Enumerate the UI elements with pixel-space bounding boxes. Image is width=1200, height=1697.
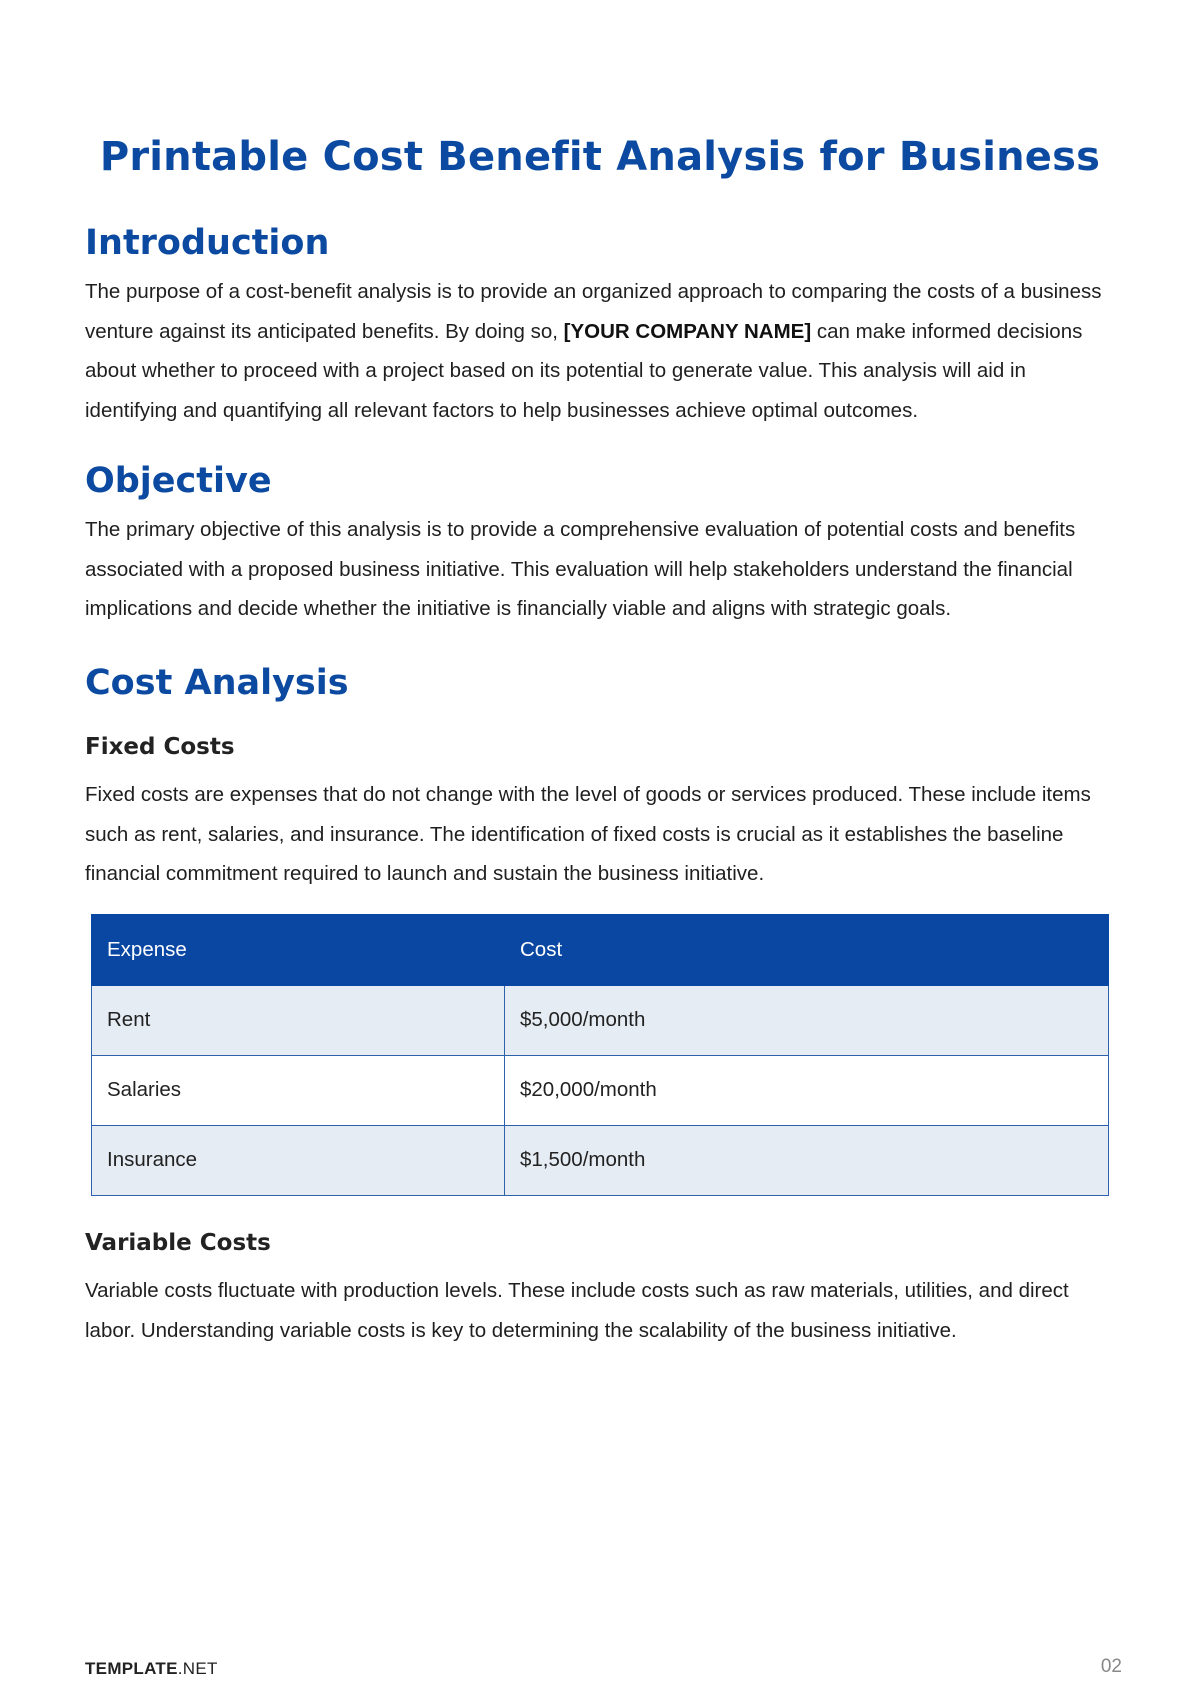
table-row: [92, 1125, 1109, 1195]
objective-heading: Objective: [85, 461, 272, 501]
table-cell-expense: Salaries: [92, 1055, 505, 1125]
fixed-costs-heading: Fixed Costs: [85, 733, 235, 760]
introduction-section: [85, 222, 1115, 430]
introduction-paragraph: [85, 272, 1115, 430]
objective-paragraph: The primary objective of this analysis is to provide a comprehensive evaluation of potential costs and benefits associated with a proposed business initiative. This evaluation will help stakeholders understand the financial implications and decide whether the initiative is financially viable and aligns with strategic goals.: [85, 518, 1076, 620]
table-row: [92, 1055, 1109, 1125]
fixed-costs-table: [91, 914, 1109, 1196]
fixed-costs-table-wrap: [91, 914, 1109, 1196]
cost-analysis-section: [85, 662, 1115, 1351]
table-cell-cost: $1,500/month: [505, 1125, 1109, 1195]
document-content: [85, 222, 1115, 1350]
table-header-expense: Expense: [92, 914, 505, 985]
table-header-row: [92, 914, 1109, 985]
objective-section: [85, 460, 1115, 629]
table-header-cost: Cost: [505, 914, 1109, 985]
page-title: Printable Cost Benefit Analysis for Business: [99, 134, 1101, 180]
variable-costs-paragraph: Variable costs fluctuate with production levels. These include costs such as raw materials, utilities, and direct labor. Understanding variable costs is key to determining the scalability of the business initiative.: [85, 1279, 1069, 1342]
company-name-placeholder: [YOUR COMPANY NAME]: [563, 319, 812, 343]
table-cell-cost: $20,000/month: [505, 1055, 1109, 1125]
fixed-costs-paragraph: Fixed costs are expenses that do not change with the level of goods or services produced. These include items such as rent, salaries, and insurance. The identification of fixed costs is crucial as it establishes the baseline financial commitment required to launch and sustain the business initiative.: [85, 783, 1091, 886]
logo-light-text: .NET: [177, 1659, 218, 1678]
table-cell-expense: Rent: [92, 985, 505, 1055]
introduction-text-after: can make informed decisions about whether to proceed with a project based on its potential to generate value. This analysis will aid in identifying and quantifying all relevant factors to help businesses achieve optimal outcomes.: [85, 319, 1083, 422]
template-net-logo: [85, 1659, 218, 1679]
variable-costs-heading: Variable Costs: [85, 1229, 271, 1256]
introduction-text-before: The purpose of a cost-benefit analysis is to provide an organized approach to comparing the costs of a business venture against its anticipated benefits. By doing so,: [85, 280, 1102, 343]
table-cell-cost: $5,000/month: [505, 985, 1109, 1055]
introduction-heading: Introduction: [85, 223, 330, 263]
table-row: [92, 985, 1109, 1055]
cost-analysis-heading: Cost Analysis: [85, 662, 349, 703]
page-number: 02: [1100, 1656, 1122, 1677]
logo-bold-text: TEMPLATE: [85, 1659, 178, 1678]
table-cell-expense: Insurance: [92, 1125, 505, 1195]
